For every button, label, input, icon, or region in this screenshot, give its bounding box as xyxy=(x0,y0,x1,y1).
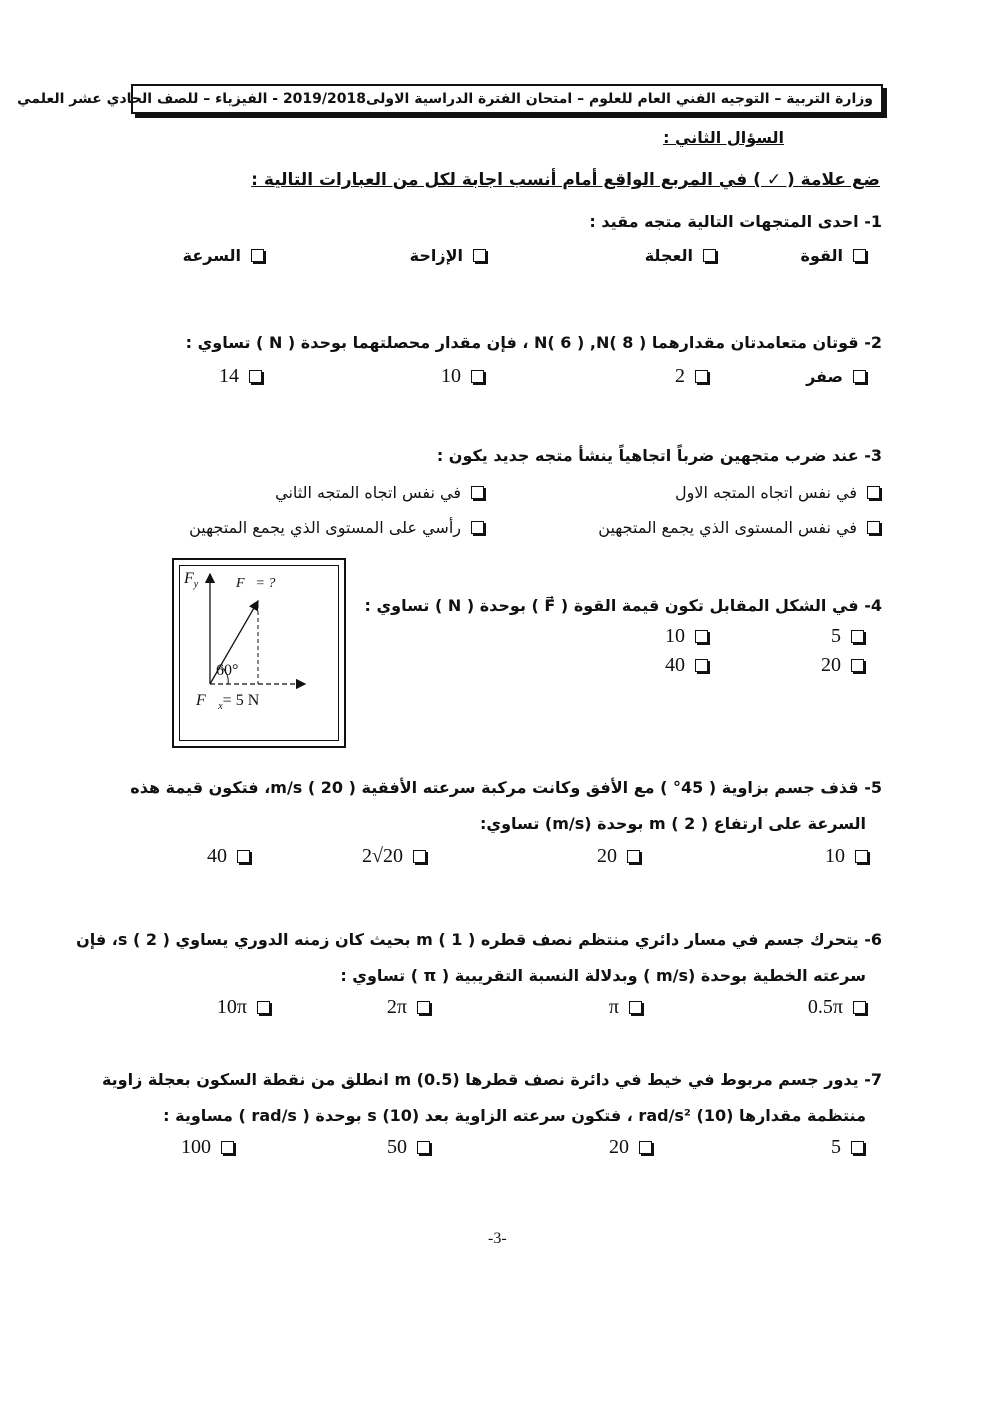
header-text: وزارة التربية – التوجيه الفني العام للعلوم – امتحان الفترة الدراسية الاولى2019/2018 - الفيزياء – للصف الحادي عشر العلمي xyxy=(17,91,873,107)
question-7-line-2: منتظمة مقدارها rad/s² (10) ، فتكون سرعته الزاوية بعد s (10) بوحدة ( rad/s ) مساوية : xyxy=(163,1106,866,1125)
checkbox-icon[interactable] xyxy=(627,850,640,863)
question-1 xyxy=(589,212,882,231)
q5-option-b[interactable]: 20 xyxy=(597,845,640,868)
section-title: السؤال الثاني : xyxy=(663,128,784,147)
q2-option-b[interactable]: 2 xyxy=(675,365,708,388)
question-number: 3- xyxy=(864,446,882,465)
q1-option-d[interactable]: السرعة xyxy=(183,246,264,265)
checkbox-icon[interactable] xyxy=(855,850,868,863)
question-text: قذف جسم بزاوية ( 45° ) مع الأفق وكانت مركبة سرعته الأفقية m/s ( 20 )، فتكون قيمة هذه xyxy=(130,778,859,797)
question-6-line-2: سرعته الخطية بوحدة (m/s ) وبدلالة النسبة التقريبية ( π ) تساوي : xyxy=(340,966,866,985)
checkbox-icon[interactable] xyxy=(471,370,484,383)
checkbox-icon[interactable] xyxy=(249,370,262,383)
checkbox-icon[interactable] xyxy=(413,850,426,863)
checkbox-icon[interactable] xyxy=(695,370,708,383)
question-text: قوتان متعامدتان مقدارهما N( 6 ) ,N( 8 ) ، فإن مقدار محصلتهما بوحدة ( N ) تساوي : xyxy=(185,333,859,352)
q4-option-c[interactable]: 20 xyxy=(821,654,864,677)
q4-option-a[interactable]: 5 xyxy=(831,625,864,648)
q2-option-c[interactable]: 10 xyxy=(441,365,484,388)
q3-option-a[interactable]: في نفس اتجاه المتجه الاول xyxy=(675,483,880,502)
question-number: 1- xyxy=(864,212,882,231)
page-number: -3- xyxy=(488,1230,507,1247)
question-text: يتحرك جسم في مسار دائري منتظم نصف قطره m ( 1 ) بحيث كان زمنه الدوري يساوي s ( 2 )، فإن xyxy=(76,930,859,949)
question-3 xyxy=(437,446,882,465)
q2-option-a[interactable]: صفر xyxy=(806,367,866,386)
q4-option-b[interactable]: 10 xyxy=(665,625,708,648)
q2-option-d[interactable]: 14 xyxy=(219,365,262,388)
checkbox-icon[interactable] xyxy=(695,630,708,643)
q3-option-d[interactable]: رأسي على المستوى الذي يجمع المتجهين xyxy=(189,518,484,537)
checkbox-icon[interactable] xyxy=(853,370,866,383)
q5-option-a[interactable]: 10 xyxy=(825,845,868,868)
vector-diagram xyxy=(180,566,342,744)
checkbox-icon[interactable] xyxy=(851,1141,864,1154)
force-diagram-frame xyxy=(179,565,339,741)
q1-option-b[interactable]: العجلة xyxy=(645,246,716,265)
angle-label: 60° xyxy=(216,662,239,679)
q4-option-d[interactable]: 40 xyxy=(665,654,708,677)
q7-option-c[interactable]: 50 xyxy=(387,1136,430,1159)
checkbox-icon[interactable] xyxy=(703,249,716,262)
fx-label: $F⃗_x= 5$ N xyxy=(196,692,260,713)
checkbox-icon[interactable] xyxy=(853,1001,866,1014)
checkbox-icon[interactable] xyxy=(851,630,864,643)
checkbox-icon[interactable] xyxy=(251,249,264,262)
checkbox-icon[interactable] xyxy=(473,249,486,262)
q1-option-c[interactable]: الإزاحة xyxy=(410,246,486,265)
question-5-line-2: السرعة على ارتفاع m ( 2 ) بوحدة (m/s) تساوي: xyxy=(480,814,866,833)
checkbox-icon[interactable] xyxy=(417,1001,430,1014)
checkbox-icon[interactable] xyxy=(853,249,866,262)
question-text: في الشكل المقابل تكون قيمة القوة ( F⃗ ) بوحدة ( N ) تساوي : xyxy=(364,596,859,615)
checkbox-icon[interactable] xyxy=(629,1001,642,1014)
question-7 xyxy=(102,1070,882,1089)
question-number: 7- xyxy=(864,1070,882,1089)
checkbox-icon[interactable] xyxy=(471,521,484,534)
checkbox-icon[interactable] xyxy=(867,521,880,534)
force-diagram xyxy=(172,558,346,748)
question-number: 2- xyxy=(864,333,882,352)
checkbox-icon[interactable] xyxy=(221,1141,234,1154)
question-text: يدور جسم مربوط في خيط في دائرة نصف قطرها m (0.5) انطلق من نقطة السكون بعجلة زاوية xyxy=(101,1070,859,1089)
question-2 xyxy=(186,333,882,352)
checkbox-icon[interactable] xyxy=(257,1001,270,1014)
checkbox-icon[interactable] xyxy=(471,486,484,499)
q7-option-d[interactable]: 100 xyxy=(181,1136,234,1159)
checkbox-icon[interactable] xyxy=(417,1141,430,1154)
q7-option-a[interactable]: 5 xyxy=(831,1136,864,1159)
question-5 xyxy=(130,778,882,797)
question-text: احدى المتجهات التالية متجه مقيد : xyxy=(589,212,859,231)
q3-option-c[interactable]: في نفس المستوى الذي يجمع المتجهين xyxy=(598,518,880,537)
q5-option-c[interactable]: 20√2 xyxy=(362,845,426,868)
q6-option-a[interactable]: 0.5π xyxy=(808,996,866,1019)
checkbox-icon[interactable] xyxy=(867,486,880,499)
question-4 xyxy=(365,596,882,615)
q5-option-d[interactable]: 40 xyxy=(207,845,250,868)
q3-option-b[interactable]: في نفس اتجاه المتجه الثاني xyxy=(275,483,484,502)
question-6 xyxy=(76,930,882,949)
q6-option-d[interactable]: 10π xyxy=(217,996,270,1019)
question-number: 6- xyxy=(864,930,882,949)
question-number: 5- xyxy=(864,778,882,797)
q6-option-b[interactable]: π xyxy=(609,996,642,1019)
fy-label: $F_y$ xyxy=(184,570,199,591)
question-number: 4- xyxy=(864,596,882,615)
checkbox-icon[interactable] xyxy=(851,659,864,672)
f-label: F⃗= ? xyxy=(236,576,276,591)
checkbox-icon[interactable] xyxy=(695,659,708,672)
q7-option-b[interactable]: 20 xyxy=(609,1136,652,1159)
checkbox-icon[interactable] xyxy=(237,850,250,863)
question-text: عند ضرب متجهين ضرباً اتجاهياً ينشأ متجه جديد يكون : xyxy=(436,446,859,465)
checkbox-icon[interactable] xyxy=(639,1141,652,1154)
header-box xyxy=(17,84,883,114)
instruction: ضع علامة ( ✓ ) في المربع الواقع أمام أنسب اجابة لكل من العبارات التالية : xyxy=(251,170,880,190)
q6-option-c[interactable]: 2π xyxy=(387,996,430,1019)
q1-option-a[interactable]: القوة xyxy=(801,246,866,265)
